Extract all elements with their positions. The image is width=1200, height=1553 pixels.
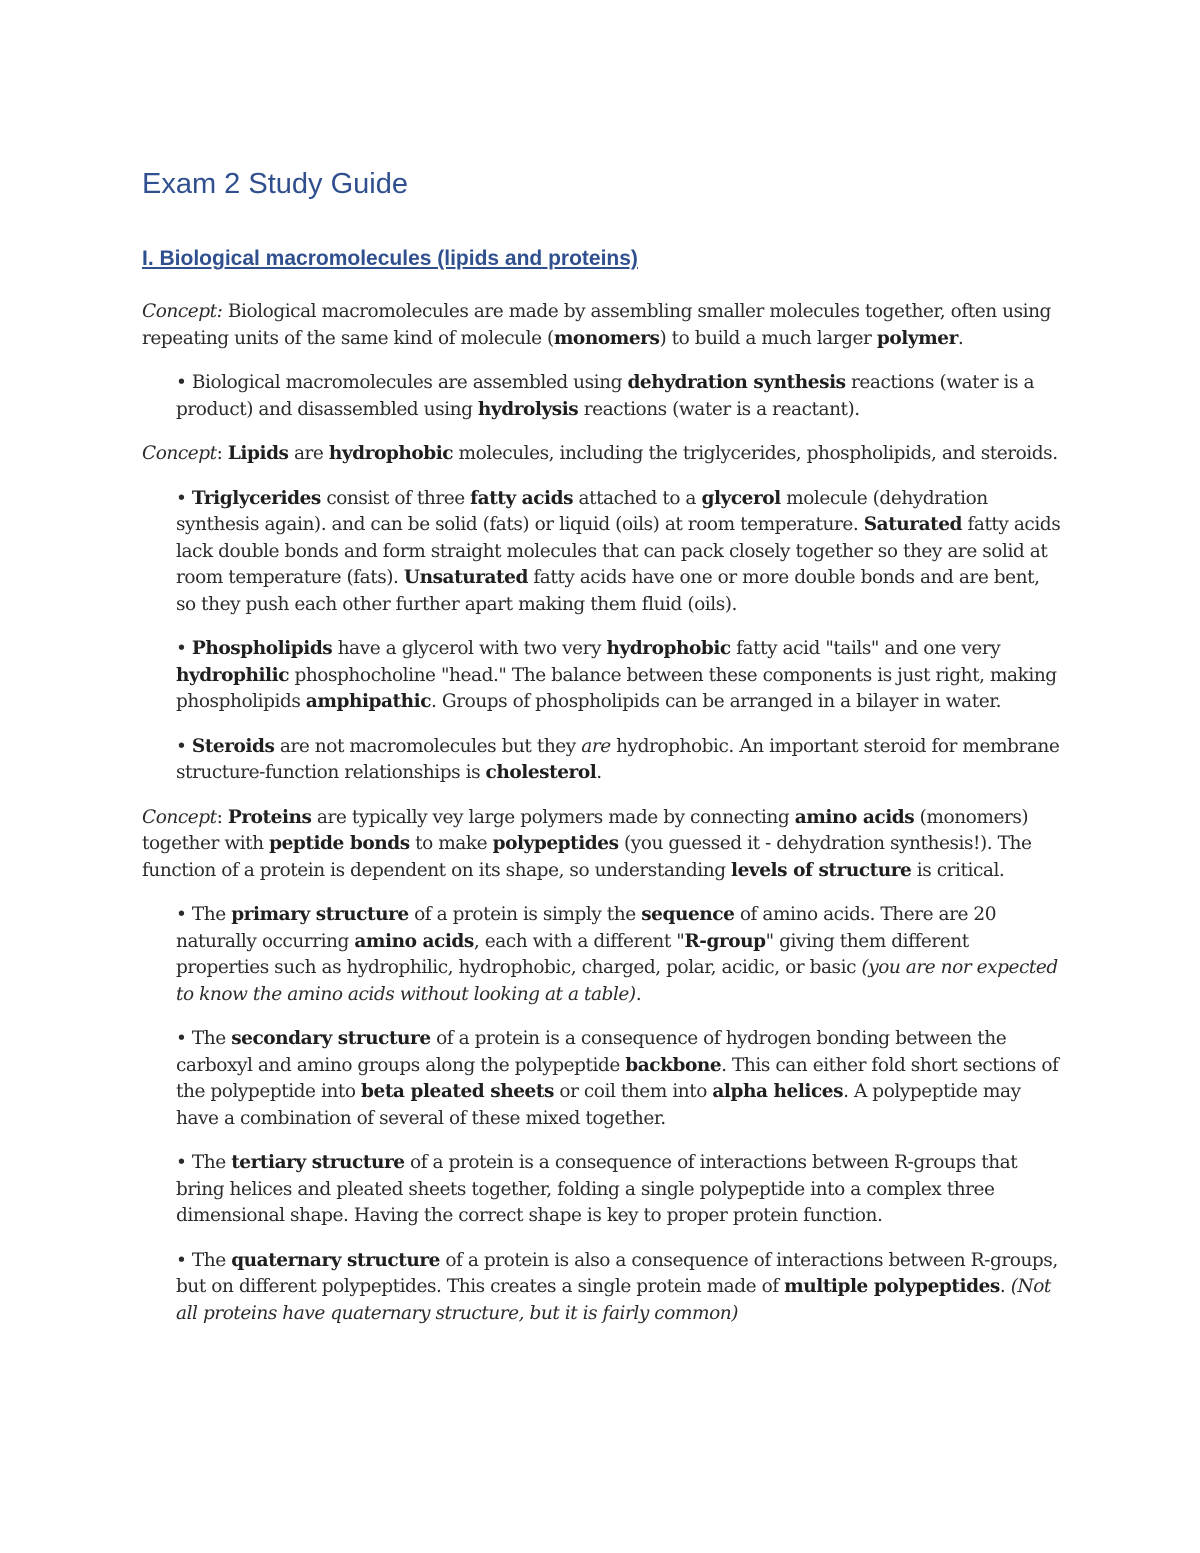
text-run: of a protein is also a consequence of interactions between R-groups, but on different polypeptides. This creates a single protein made of — [176, 1249, 1058, 1297]
section-heading: I. Biological macromolecules (lipids and proteins) — [142, 247, 638, 270]
bold-term: monomers — [553, 327, 660, 349]
text-run: ) to build a much larger — [659, 327, 877, 349]
bullet-paragraph — [176, 1150, 1062, 1230]
text-run: phosphocholine "head." The balance between these components is just right, making phospholipids — [176, 664, 1057, 712]
text-run: hydrophobic. An important steroid for membrane structure-function relationships is — [176, 735, 1060, 783]
bold-term: beta pleated sheets — [361, 1081, 554, 1102]
text-run: . This can either fold short sections of the polypeptide into — [176, 1054, 1059, 1102]
bold-term: Unsaturated — [403, 567, 528, 588]
text-run: . — [999, 1276, 1011, 1297]
bold-term: tertiary structure — [231, 1152, 405, 1173]
document-page — [142, 168, 1062, 1345]
italic-text: Concept: — [142, 301, 223, 322]
bullet-paragraph — [176, 902, 1062, 1008]
bullet-paragraph — [176, 1026, 1062, 1132]
bold-term: fatty acids — [470, 487, 574, 509]
text-run: attached to a — [573, 487, 702, 509]
bold-term: levels of structure — [731, 859, 912, 881]
text-run: : — [216, 806, 228, 828]
text-run: . — [635, 983, 642, 1005]
text-run: have a glycerol with two very — [332, 638, 607, 659]
bold-term: hydrophilic — [176, 664, 290, 686]
text-run: . — [957, 327, 964, 349]
text-run: of a protein is simply the — [408, 904, 642, 925]
italic-text: Concept — [142, 806, 217, 828]
bullet-paragraph — [176, 636, 1062, 716]
bold-term: Saturated — [863, 514, 963, 535]
bold-term: Steroids — [191, 735, 275, 757]
text-run: • Biological macromolecules are assembled using — [176, 372, 628, 393]
text-run: molecules, including the triglycerides, phospholipids, and steroids. — [453, 443, 1058, 464]
text-run: to make — [409, 833, 493, 854]
text-run: • The — [176, 904, 232, 925]
text-run: reactions (water is a product) and disassembled using — [176, 372, 1035, 420]
text-run: fatty acids have one or more double bonds and are bent, so they push each other further apart making them fluid (oils). — [176, 567, 1040, 615]
text-run: are — [288, 443, 329, 464]
text-run: are typically vey large polymers made by connecting — [311, 806, 795, 828]
text-run: of a protein is a consequence of hydrogen bonding between the carboxyl and amino groups along the polypeptide — [176, 1028, 1007, 1076]
bold-term: hydrophobic — [606, 638, 731, 659]
bold-term: Phospholipids — [191, 638, 333, 659]
bold-term: sequence — [641, 904, 735, 925]
page-title: Exam 2 Study Guide — [142, 168, 408, 200]
italic-text: are — [581, 735, 611, 757]
text-run: : — [216, 443, 228, 464]
text-run: . A polypeptide may have a combination of several of these mixed together. — [176, 1081, 1021, 1129]
bold-term: backbone — [625, 1054, 722, 1076]
text-run: . — [596, 762, 602, 783]
text-run: are not macromolecules but they — [274, 735, 582, 757]
bullet-paragraph — [176, 370, 1062, 423]
bold-term: cholesterol — [485, 762, 597, 783]
bullet-paragraph — [176, 486, 1062, 619]
bold-term: hydrolysis — [477, 398, 579, 420]
text-run: • — [176, 487, 192, 509]
bold-term: Lipids — [227, 443, 289, 464]
text-run: consist of three — [320, 487, 471, 509]
bullet-paragraph — [176, 734, 1062, 787]
bold-term: dehydration synthesis — [627, 372, 846, 393]
concept-paragraph — [142, 805, 1062, 885]
text-run: . Groups of phospholipids can be arranged in a bilayer in water. — [431, 691, 1001, 712]
bold-term: hydrophobic — [328, 443, 454, 464]
text-run: of a protein is a consequence of interactions between R-groups that bring helices and pleated sheets together, folding a single polypeptide into a complex three dimensional shape. Having the correct shape is key to proper protein function. — [176, 1152, 1018, 1226]
bold-term: alpha helices — [712, 1081, 844, 1102]
bold-term: primary structure — [231, 904, 409, 925]
bold-term: glycerol — [701, 487, 781, 509]
italic-text: (you are nor expected to know the amino acids without looking at a table) — [176, 957, 1058, 1005]
text-run: fatty acids lack double bonds and form straight molecules that can pack closely together so they are solid at room temperature (fats). — [176, 514, 1061, 588]
text-run: molecule (dehydration synthesis again). and can be solid (fats) or liquid (oils) at room temperature. — [176, 487, 988, 535]
bold-term: multiple polypeptides — [784, 1276, 1000, 1297]
text-run: or coil them into — [553, 1081, 713, 1102]
italic-text: Concept — [142, 443, 217, 464]
bold-term: amino acids — [354, 930, 474, 952]
bold-term: quaternary structure — [231, 1249, 440, 1271]
bold-term: polypeptides — [492, 833, 619, 854]
text-run: reactions (water is a reactant). — [578, 398, 860, 420]
concept-paragraph — [142, 299, 1062, 352]
text-run: is critical. — [911, 859, 1005, 881]
bold-term: amino acids — [794, 806, 915, 828]
text-run: • — [176, 638, 192, 659]
bold-term: amphipathic — [305, 691, 432, 712]
bold-term: polymer — [876, 327, 958, 349]
text-run: , each with a different " — [473, 930, 685, 952]
bold-term: Proteins — [227, 806, 312, 828]
bullet-paragraph — [176, 1248, 1062, 1328]
text-run: fatty acid "tails" and one very — [730, 638, 1001, 659]
text-run: (monomers) together with — [142, 806, 1029, 854]
text-run: Biological macromolecules are made by assembling smaller molecules together, often using repeating units of the same kind of molecule ( — [142, 301, 1051, 349]
text-run: • The — [176, 1152, 232, 1173]
bold-term: R-group — [684, 930, 766, 952]
bold-term: secondary structure — [231, 1028, 431, 1049]
text-run: (you guessed it - dehydration synthesis!). The function of a protein is dependent on its shape, so understanding — [142, 833, 1032, 881]
text-run: " giving them different properties such as hydrophilic, hydrophobic, charged, polar, acidic, or basic — [176, 930, 969, 978]
text-run: of amino acids. There are 20 naturally occurring — [176, 904, 997, 952]
bold-term: Triglycerides — [191, 487, 321, 509]
text-run: • — [176, 735, 192, 757]
text-run: • The — [176, 1249, 232, 1271]
document-body — [142, 299, 1062, 1327]
text-run: • The — [176, 1028, 232, 1049]
italic-text: (Not all proteins have quaternary structure, but it is fairly common) — [176, 1276, 1051, 1324]
bold-term: peptide bonds — [269, 833, 410, 854]
concept-paragraph — [142, 441, 1062, 468]
